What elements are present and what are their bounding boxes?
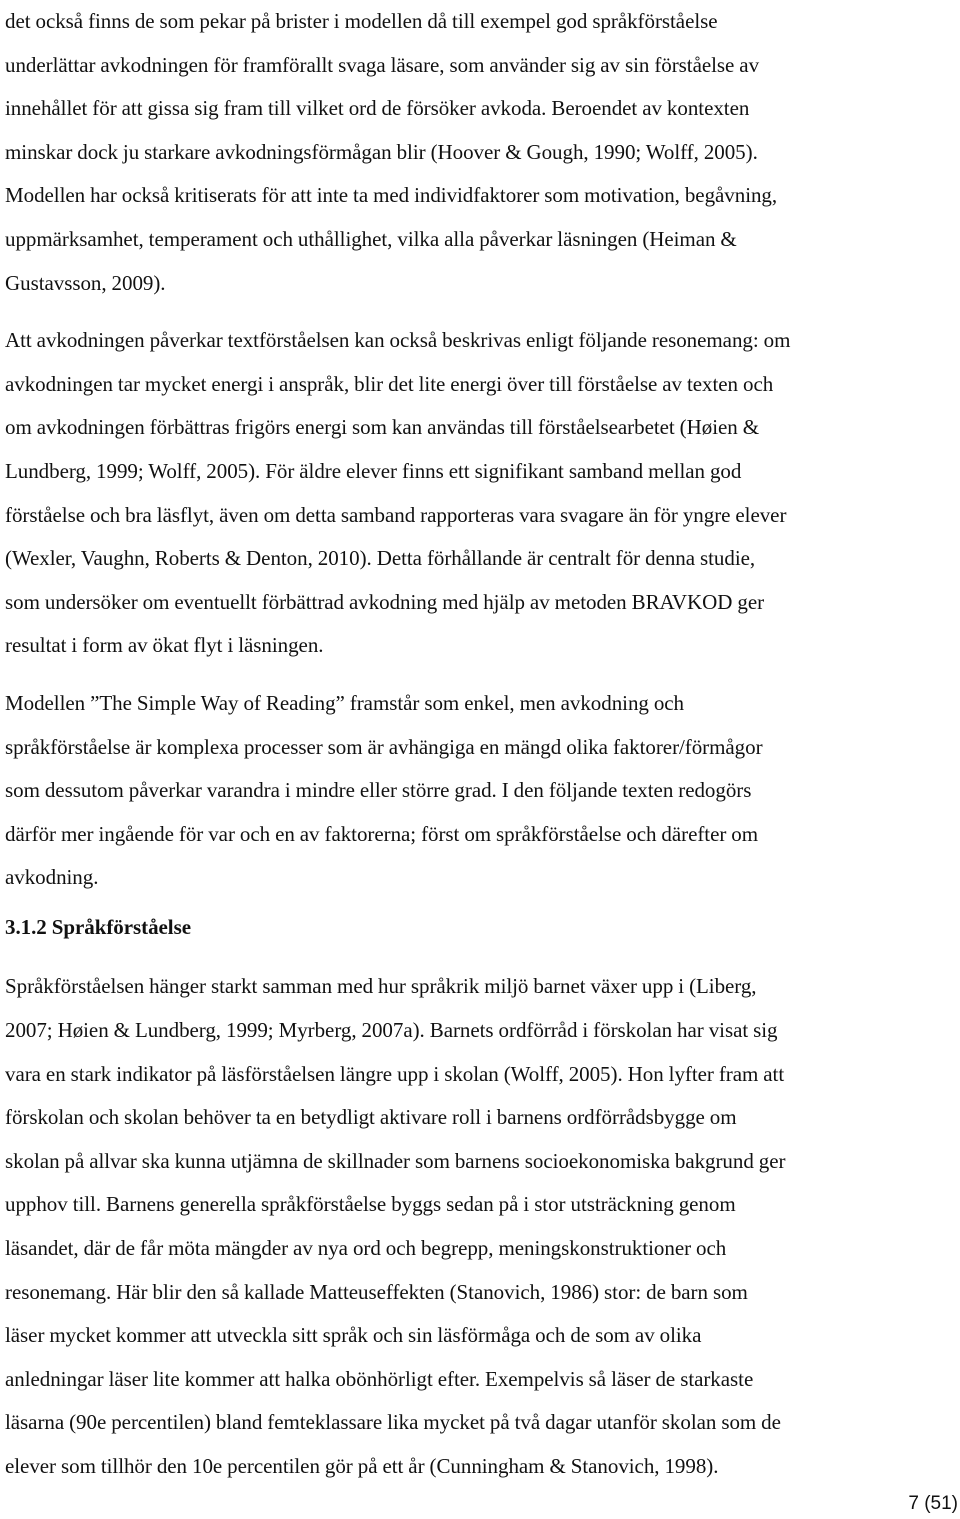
text-line: förståelse och bra läsflyt, även om detta samband rapporteras vara svagare än för yngre elever [5, 502, 787, 527]
text-line: det också finns de som pekar på brister i modellen då till exempel god språkförståelse [5, 9, 718, 33]
text-line: innehållet för att gissa sig fram till vilket ord de försöker avkoda. Beroendet av kontexten [5, 96, 750, 121]
text-line: som dessutom påverkar varandra i mindre eller större grad. I den följande texten redogörs [5, 778, 752, 803]
text-line: Språkförståelsen hänger starkt samman med hur språkrik miljö barnet växer upp i (Liberg, [5, 974, 757, 999]
paragraph-language-comprehension [5, 965, 960, 1488]
text-line: läsandet, där de får möta mängder av nya ord och begrepp, meningskonstruktioner och [5, 1236, 727, 1261]
text-line: Att avkodningen påverkar textförståelsen kan också beskrivas enligt följande resonemang: om [5, 328, 791, 353]
text-line: Gustavsson, 2009). [5, 270, 166, 295]
text-line: förskolan och skolan behöver ta en betydligt aktivare roll i barnens ordförrådsbygge om [5, 1105, 737, 1130]
text-line: (Wexler, Vaughn, Roberts & Denton, 2010). Detta förhållande är centralt för denna studie, [5, 546, 756, 571]
text-line: som undersöker om eventuellt förbättrad avkodning med hjälp av metoden BRAVKOD ger [5, 589, 765, 614]
text-line: läser mycket kommer att utveckla sitt språk och sin läsförmåga och de som av olika [5, 1323, 702, 1348]
text-line: upphov till. Barnens generella språkförståelse byggs sedan på i stor utsträckning genom [5, 1192, 736, 1217]
text-line: avkodning. [5, 865, 99, 890]
text-line: därför mer ingående för var och en av faktorerna; först om språkförståelse och därefter om [5, 821, 759, 846]
text-line: anledningar läser lite kommer att halka obönhörligt efter. Exempelvis så läser de starkaste [5, 1366, 754, 1391]
paragraph-simple-way-of-reading [5, 682, 960, 900]
section-heading: 3.1.2 Språkförståelse [5, 914, 191, 939]
text-line: språkförståelse är komplexa processer som är avhängiga en mängd olika faktorer/förmågor [5, 734, 763, 759]
text-line: vara en stark indikator på läsförståelsen längre upp i skolan (Wolff, 2005). Hon lyfter fram att [5, 1061, 785, 1086]
paragraph-gap [5, 668, 960, 682]
paragraph-gap [5, 305, 960, 319]
text-line: 2007; Høien & Lundberg, 1999; Myrberg, 2007a). Barnets ordförråd i förskolan har visat sig [5, 1018, 778, 1043]
heading-gap [5, 949, 960, 965]
text-line: Modellen ”The Simple Way of Reading” framstår som enkel, men avkodning och [5, 690, 685, 715]
document-page [5, 0, 960, 1489]
paragraph-decoding-comprehension [5, 319, 960, 668]
text-line: om avkodningen förbättras frigörs energi som kan användas till förståelsearbetet (Høien & [5, 415, 759, 440]
text-line: avkodningen tar mycket energi i anspråk, blir det lite energi över till förståelse av texten och [5, 371, 774, 396]
text-line: resultat i form av ökat flyt i läsningen. [5, 633, 324, 658]
text-line: skolan på allvar ska kunna utjämna de skillnader som barnens socioekonomiska bakgrund ger [5, 1148, 786, 1173]
page-number: 7 (51) [908, 1493, 958, 1514]
text-line: Modellen har också kritiserats för att inte ta med individfaktorer som motivation, begåvning, [5, 183, 778, 208]
text-line: underlättar avkodningen för framförallt svaga läsare, som använder sig av sin förståelse av [5, 52, 760, 77]
text-line: minskar dock ju starkare avkodningsförmågan blir (Hoover & Gough, 1990; Wolff, 2005). [5, 139, 758, 164]
text-line: resonemang. Här blir den så kallade Matteuseffekten (Stanovich, 1986) stor: de barn som [5, 1279, 748, 1304]
paragraph-model-criticism [5, 0, 960, 305]
text-line: elever som tillhör den 10e percentilen gör på ett år (Cunningham & Stanovich, 1998). [5, 1454, 719, 1478]
text-line: Lundberg, 1999; Wolff, 2005). För äldre elever finns ett signifikant samband mellan god [5, 458, 742, 483]
text-line: uppmärksamhet, temperament och uthållighet, vilka alla påverkar läsningen (Heiman & [5, 226, 737, 251]
text-line: läsarna (90e percentilen) bland femteklassare lika mycket på två dagar utanför skolan som de [5, 1410, 781, 1435]
